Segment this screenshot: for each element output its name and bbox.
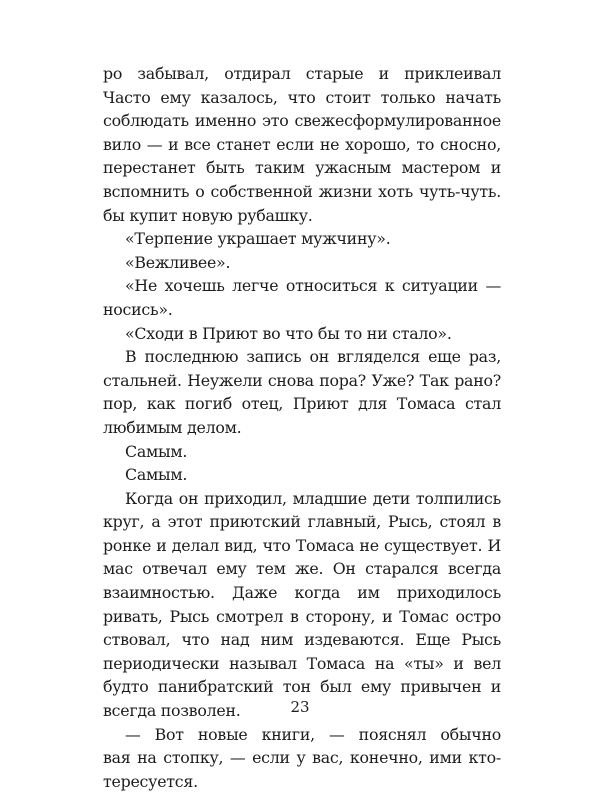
text-line: пор, как погиб отец, Приют для Томаса стал (103, 394, 501, 414)
text-line: вило — и все станет если не хорошо, то сносно, (103, 134, 501, 154)
page-number: 23 (290, 698, 310, 716)
text-line: ривать, Рысь смотрел в сторону, и Томас остро (103, 606, 501, 626)
text-line: «Не хочешь легче относиться к ситуации — (125, 276, 501, 296)
text-line: соблюдать именно это свежесформулированное (103, 111, 501, 131)
text-line: любимым делом. (103, 417, 242, 437)
text-line: «Вежливее». (125, 252, 231, 272)
text-line: Когда он приходил, младшие дети толпились (125, 488, 501, 508)
text-line: мас отвечал ему тем же. Он старался всегда (103, 559, 501, 579)
text-line: вспомнить о собственной жизни хоть чуть-чуть. (103, 181, 501, 201)
text-line: ро забывал, отдирал старые и приклеивал (103, 64, 501, 83)
text-line: круг, а этот приютский главный, Рысь, стоял в (103, 512, 501, 532)
text-line: Самым. (125, 465, 188, 485)
text-line: перестанет быть таким ужасным мастером и (103, 158, 501, 178)
text-line: тересуется. (103, 771, 198, 791)
body-text (103, 62, 501, 793)
text-line: ствовал, что над ним издеваются. Еще Рысь (103, 630, 501, 650)
text-line: Часто ему казалось, что стоит только начать (103, 87, 501, 107)
text-line: всегда позволен. (103, 701, 241, 721)
text-line: В последнюю запись он вгляделся еще раз, (125, 347, 501, 367)
text-line: Самым. (125, 441, 188, 461)
text-line: вая на стопку, — если у вас, конечно, ими кто- (103, 748, 501, 768)
text-line: — Вот новые книги, — пояснял обычно (125, 724, 501, 744)
text-line: носись». (103, 299, 173, 319)
text-line: «Сходи в Приют во что бы то ни стало». (125, 323, 452, 343)
text-line: взаимностью. Даже когда им приходилось (103, 583, 501, 603)
text-line: «Терпение украшает мужчину». (125, 229, 391, 249)
text-line: ронке и делал вид, что Томаса не существует. И (103, 535, 501, 555)
text-line: периодически называл Томаса на «ты» и вел (103, 653, 501, 673)
text-line: будто панибратский тон был ему привычен и (103, 677, 501, 697)
text-line: стальней. Неужели снова пора? Уже? Так рано? (103, 370, 501, 390)
text-line: бы купит новую рубашку. (103, 205, 313, 225)
